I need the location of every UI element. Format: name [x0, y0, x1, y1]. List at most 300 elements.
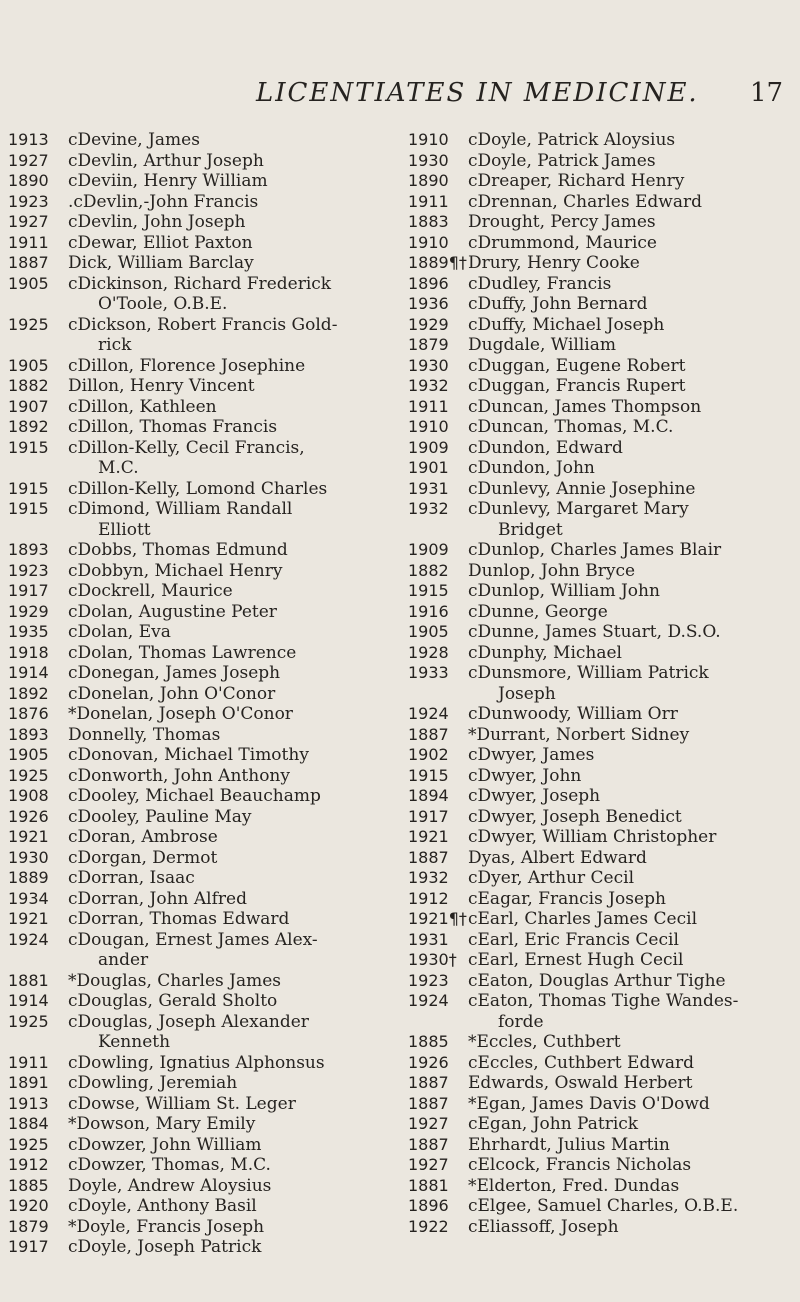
entry-year: 1882	[8, 376, 49, 395]
entry-name: *Donelan, Joseph O'Conor	[68, 704, 293, 724]
entry-name: cDobbyn, Michael Henry	[68, 560, 283, 581]
entry-year: 1915	[408, 581, 449, 600]
entry-name: cDooley, Michael Beauchamp	[68, 786, 321, 806]
register-entry	[8, 1237, 408, 1258]
entry-name: cDickinson, Richard Frederick	[68, 273, 332, 294]
register-entry	[8, 643, 408, 664]
entry-year: 1907	[8, 396, 49, 416]
entry-year: 1881	[408, 1175, 449, 1195]
entry-name: cEarl, Ernest Hugh Cecil	[468, 950, 684, 970]
entry-name: cDuggan, Eugene Robert	[468, 355, 686, 376]
entry-name: cDockrell, Maurice	[68, 581, 233, 601]
entry-year: 1890	[8, 171, 49, 190]
register-entry	[8, 1196, 408, 1217]
entry-name: cDunne, George	[468, 601, 608, 622]
entry-year: 1917	[8, 1237, 49, 1256]
entry-year: 1927	[408, 1155, 449, 1174]
register-entry	[408, 294, 800, 315]
entry-year: 1930	[408, 150, 449, 170]
register-entry	[408, 766, 800, 787]
entry-year: 1887	[8, 253, 49, 272]
entry-name: *Doyle, Francis Joseph	[68, 1216, 265, 1237]
entry-name: Dugdale, William	[468, 335, 616, 355]
entry-year: 1879	[408, 335, 449, 354]
entry-name: Edwards, Oswald Herbert	[468, 1073, 693, 1093]
register-entry	[408, 151, 800, 172]
entry-year: 1915	[408, 765, 449, 785]
register-entry	[8, 848, 408, 869]
entry-name: cDeviin, Henry William	[68, 171, 268, 191]
register-entry	[408, 192, 800, 213]
entry-name: cDrummond, Maurice	[468, 232, 657, 253]
entry-name: cDonelan, John O'Conor	[68, 683, 276, 704]
register-entry	[408, 1073, 800, 1094]
entry-year: 1916	[408, 601, 449, 621]
entry-year: 1915	[8, 478, 49, 498]
entry-year: 1932	[408, 376, 449, 395]
register-entry	[408, 253, 800, 274]
entry-year: 1913	[8, 1093, 49, 1113]
entry-name: cDwyer, Joseph Benedict	[468, 806, 682, 827]
register-entry	[8, 1176, 408, 1197]
register-entry	[408, 561, 800, 582]
entry-year: 1928	[408, 642, 449, 662]
register-entry	[8, 807, 408, 828]
entry-year: 1902	[408, 745, 449, 764]
entry-name: *Elderton, Fred. Dundas	[468, 1175, 680, 1196]
register-entry	[408, 930, 800, 951]
register-entry	[408, 479, 800, 500]
entry-year: 1910	[408, 130, 449, 149]
entry-year: 1915	[8, 437, 49, 457]
entry-year: 1908	[8, 786, 49, 805]
register-entry	[408, 1135, 800, 1156]
entry-name: cElgee, Samuel Charles, O.B.E.	[468, 1196, 739, 1216]
entry-name: cDyer, Arthur Cecil	[468, 868, 635, 888]
entry-year: 1911	[8, 1052, 49, 1072]
entry-name: Dunlop, John Bryce	[468, 560, 636, 581]
entry-year: 1932	[408, 499, 449, 518]
page-number: 17	[750, 78, 784, 108]
register-entry	[8, 417, 408, 438]
register-entry	[408, 663, 800, 684]
register-entry	[408, 725, 800, 746]
register-entry	[408, 950, 800, 971]
entry-name: cDunwoody, William Orr	[468, 704, 678, 724]
register-entry	[408, 622, 800, 643]
entry-continuation: rick	[98, 335, 132, 355]
entry-name: *Durrant, Norbert Sidney	[468, 724, 690, 745]
register-entry	[408, 848, 800, 869]
register-entry	[408, 130, 800, 151]
register-entry	[8, 315, 408, 336]
register-entry	[8, 889, 408, 910]
entry-name: cDundon, John	[468, 458, 595, 478]
entry-name: cDillon-Kelly, Cecil Francis,	[68, 437, 305, 458]
entry-year: 1885	[408, 1032, 449, 1051]
entry-name: cDowse, William St. Leger	[68, 1093, 296, 1114]
entry-year: 1917	[408, 806, 449, 826]
register-entry	[408, 274, 800, 295]
entry-year: 1901	[408, 458, 449, 477]
register-entry	[8, 171, 408, 192]
entry-year: 1924	[408, 991, 449, 1010]
entry-name: cEccles, Cuthbert Edward	[468, 1052, 695, 1073]
register-entry	[408, 1176, 800, 1197]
entry-name: cDwyer, Joseph	[468, 786, 601, 806]
register-entry	[408, 971, 800, 992]
entry-year: 1913	[8, 130, 49, 149]
entry-year: 1930	[408, 355, 449, 375]
entry-year: 1912	[408, 888, 449, 908]
entry-year: 1931	[408, 929, 449, 949]
entry-year: 1910	[408, 232, 449, 252]
register-entry	[8, 622, 408, 643]
entry-year: 1894	[408, 786, 449, 805]
entry-year: 1892	[8, 683, 49, 703]
entry-name: cDoyle, Anthony Basil	[68, 1196, 257, 1216]
register-entry	[8, 1094, 408, 1115]
entry-year: 1934	[8, 888, 49, 908]
entry-name: cDougan, Ernest James Alex-	[68, 929, 318, 950]
register-entry	[408, 581, 800, 602]
entry-year: 1887	[408, 724, 449, 744]
register-entry	[408, 171, 800, 192]
register-entry	[408, 704, 800, 725]
register-entry	[8, 1114, 408, 1135]
entry-name: cDundon, Edward	[468, 437, 623, 458]
entry-year: 1921	[8, 909, 49, 928]
entry-year: 1887	[408, 1093, 449, 1113]
entry-year: 1925	[8, 314, 49, 334]
entry-name: cDolan, Augustine Peter	[68, 601, 277, 622]
entry-name: cDuffy, Michael Joseph	[468, 314, 665, 335]
entry-year: 1905	[8, 273, 49, 293]
entry-name: .cDevlin,-John Francis	[68, 191, 259, 212]
entry-name: cDwyer, John	[468, 765, 582, 786]
entry-continuation: forde	[498, 1011, 544, 1032]
entry-name: cDooley, Pauline May	[68, 806, 252, 827]
entry-year: 1912	[8, 1155, 49, 1174]
entry-name: cDoran, Ambrose	[68, 827, 218, 847]
entry-name: cEgan, John Patrick	[468, 1114, 639, 1134]
register-entry	[8, 930, 408, 951]
right-column	[408, 130, 800, 1237]
entry-name: cDunsmore, William Patrick	[468, 663, 709, 683]
entry-name: cDolan, Thomas Lawrence	[68, 642, 297, 663]
entry-name: Dick, William Barclay	[68, 253, 254, 273]
entry-name: cDonegan, James Joseph	[68, 663, 281, 683]
register-entry	[8, 663, 408, 684]
entry-year: 1889¶†	[408, 253, 467, 272]
entry-year: 1884	[8, 1114, 49, 1133]
entry-year: 1925	[8, 1011, 49, 1031]
entry-year: 1927	[408, 1114, 449, 1133]
register-entry	[8, 479, 408, 500]
entry-year: 1887	[408, 847, 449, 867]
entry-year: 1922	[408, 1216, 449, 1236]
entry-name: cDillon, Florence Josephine	[68, 355, 306, 376]
register-entry	[408, 212, 800, 233]
entry-year: 1892	[8, 417, 49, 436]
entry-year: 1893	[8, 724, 49, 744]
entry-name: *Dowson, Mary Emily	[68, 1114, 256, 1134]
entry-name: Dillon, Henry Vincent	[68, 376, 255, 396]
register-entry	[408, 540, 800, 561]
entry-year: 1890	[408, 171, 449, 190]
entry-name: Doyle, Andrew Aloysius	[68, 1175, 272, 1196]
register-entry	[408, 1053, 800, 1074]
register-entry	[408, 991, 800, 1012]
register-entry	[8, 725, 408, 746]
entry-year: 1936	[408, 294, 449, 313]
entry-name: cDobbs, Thomas Edmund	[68, 540, 288, 560]
entry-year: 1923	[8, 560, 49, 580]
entry-year: 1891	[8, 1073, 49, 1092]
entry-name: Dyas, Albert Edward	[468, 847, 647, 868]
entry-name: cDevlin, Arthur Joseph	[68, 150, 264, 171]
register-entry	[408, 233, 800, 254]
entry-year: 1915	[8, 499, 49, 518]
register-entry	[408, 1155, 800, 1176]
entry-name: *Douglas, Charles James	[68, 970, 281, 991]
entry-year: 1917	[8, 581, 49, 600]
register-entry	[408, 889, 800, 910]
register-entry	[8, 540, 408, 561]
register-entry	[408, 643, 800, 664]
register-entry	[408, 499, 800, 520]
entry-name: cDudley, Francis	[468, 273, 612, 294]
entry-name: cDillon, Kathleen	[68, 396, 217, 417]
register-entry	[8, 1053, 408, 1074]
entry-name: cDuncan, James Thompson	[468, 396, 702, 417]
register-entry	[408, 376, 800, 397]
entry-name: cDoyle, Patrick Aloysius	[468, 130, 676, 150]
entry-year: 1882	[408, 560, 449, 580]
entry-year: 1924	[408, 704, 449, 723]
register-entry	[408, 315, 800, 336]
entry-year: 1926	[408, 1052, 449, 1072]
entry-name: cDowling, Jeremiah	[68, 1073, 238, 1093]
entry-year: 1893	[8, 540, 49, 559]
entry-year: 1887	[408, 1134, 449, 1154]
page-title: LICENTIATES IN MEDICINE.	[256, 78, 699, 108]
register-entry	[8, 766, 408, 787]
register-entry	[8, 1217, 408, 1238]
register-entry	[8, 704, 408, 725]
entry-name: Drury, Henry Cooke	[468, 253, 640, 273]
entry-name: cDunlevy, Annie Josephine	[468, 478, 696, 499]
register-entry	[408, 1032, 800, 1053]
register-entry	[8, 991, 408, 1012]
entry-name: cDimond, William Randall	[68, 499, 293, 519]
entry-name: cDowzer, John William	[68, 1134, 262, 1155]
register-entry	[408, 602, 800, 623]
register-entry	[408, 1196, 800, 1217]
entry-name: cDouglas, Gerald Sholto	[68, 991, 278, 1011]
register-entry	[8, 561, 408, 582]
entry-year: 1911	[408, 396, 449, 416]
entry-name: cDuggan, Francis Rupert	[468, 376, 686, 396]
entry-year: 1881	[8, 970, 49, 990]
register-entry	[8, 212, 408, 233]
register-entry	[8, 233, 408, 254]
register-entry	[408, 356, 800, 377]
entry-year: 1896	[408, 1196, 449, 1215]
register-entry	[408, 827, 800, 848]
entry-year: 1926	[8, 806, 49, 826]
register-entry	[8, 192, 408, 213]
entry-year: 1905	[408, 622, 449, 641]
register-entry	[8, 438, 408, 459]
entry-name: cDwyer, James	[468, 745, 595, 765]
entry-name: cDreaper, Richard Henry	[468, 171, 685, 191]
register-entry	[408, 1114, 800, 1135]
entry-year: 1924	[8, 929, 49, 949]
entry-year: 1889	[8, 868, 49, 887]
entry-name: cDickson, Robert Francis Gold-	[68, 314, 338, 335]
entry-name: cEliassoff, Joseph	[468, 1216, 619, 1237]
register-entry	[408, 807, 800, 828]
entry-name: cDunlevy, Margaret Mary	[468, 499, 689, 519]
entry-continuation: Kenneth	[98, 1032, 171, 1052]
register-entry	[8, 376, 408, 397]
page-header	[0, 78, 800, 108]
register-entry	[8, 868, 408, 889]
register-entry	[8, 745, 408, 766]
entry-name: cDewar, Elliot Paxton	[68, 232, 253, 253]
entry-year: 1876	[8, 704, 49, 723]
entry-name: cDowling, Ignatius Alphonsus	[68, 1052, 325, 1073]
entry-name: cDonworth, John Anthony	[68, 765, 290, 786]
entry-year: 1929	[408, 314, 449, 334]
register-entry	[8, 1155, 408, 1176]
register-entry	[8, 1135, 408, 1156]
entry-year: 1909	[408, 437, 449, 457]
entry-name: Drought, Percy James	[468, 212, 656, 232]
left-column	[8, 130, 408, 1258]
register-entry	[8, 786, 408, 807]
entry-name: *Eccles, Cuthbert	[468, 1032, 621, 1052]
entry-name: cDunlop, Charles James Blair	[468, 540, 722, 560]
entry-name: cDorran, Isaac	[68, 868, 195, 888]
entry-year: 1931	[408, 478, 449, 498]
register-entry	[408, 909, 800, 930]
entry-year: 1896	[408, 273, 449, 293]
entry-name: cDuncan, Thomas, M.C.	[468, 417, 674, 437]
register-entry	[8, 909, 408, 930]
register-entry	[8, 499, 408, 520]
entry-name: cEaton, Douglas Arthur Tighe	[468, 970, 726, 991]
register-entry	[408, 745, 800, 766]
register-entry	[8, 1073, 408, 1094]
entry-name: cDevlin, John Joseph	[68, 212, 246, 232]
entry-name: cDonovan, Michael Timothy	[68, 745, 309, 765]
entry-year: 1885	[8, 1175, 49, 1195]
entry-name: cDoyle, Joseph Patrick	[68, 1237, 262, 1257]
entry-year: 1927	[8, 150, 49, 170]
entry-name: cDwyer, William Christopher	[468, 827, 717, 847]
entry-continuation: O'Toole, O.B.E.	[98, 294, 228, 314]
entry-year: 1923	[8, 191, 49, 211]
register-entry	[8, 253, 408, 274]
entry-name: *Egan, James Davis O'Dowd	[468, 1093, 710, 1114]
entry-year: 1925	[8, 1134, 49, 1154]
entry-name: cElcock, Francis Nicholas	[468, 1155, 692, 1175]
entry-continuation: Elliott	[98, 519, 151, 540]
entry-year: 1911	[8, 232, 49, 252]
entry-name: cDowzer, Thomas, M.C.	[68, 1155, 271, 1175]
entry-year: 1879	[8, 1216, 49, 1236]
entry-name: cDorgan, Dermot	[68, 847, 218, 868]
entry-year: 1927	[8, 212, 49, 231]
entry-year: 1930†	[408, 950, 457, 969]
entry-name: cDoyle, Patrick James	[468, 150, 656, 171]
entry-year: 1914	[8, 991, 49, 1010]
entry-name: Ehrhardt, Julius Martin	[468, 1134, 670, 1155]
entry-name: cDorran, Thomas Edward	[68, 909, 290, 929]
register-entry	[8, 130, 408, 151]
register-entry	[408, 786, 800, 807]
entry-name: cDuffy, John Bernard	[468, 294, 648, 314]
register-entry	[8, 684, 408, 705]
entry-name: cDorran, John Alfred	[68, 888, 247, 909]
register-entry	[408, 335, 800, 356]
register-entry	[8, 602, 408, 623]
entry-year: 1925	[8, 765, 49, 785]
entry-year: 1932	[408, 868, 449, 887]
entry-year: 1933	[408, 663, 449, 682]
entry-name: cEaton, Thomas Tighe Wandes-	[468, 991, 739, 1011]
register-entry	[8, 274, 408, 295]
entry-year: 1920	[8, 1196, 49, 1215]
entry-year: 1921	[408, 827, 449, 846]
entry-year: 1905	[8, 745, 49, 764]
register-entry	[408, 1094, 800, 1115]
register-entry	[8, 397, 408, 418]
register-entry	[8, 151, 408, 172]
entry-name: cEarl, Charles James Cecil	[468, 909, 698, 929]
entry-year: 1923	[408, 970, 449, 990]
entry-name: cDunne, James Stuart, D.S.O.	[468, 622, 721, 642]
register-entry	[8, 971, 408, 992]
entry-name: Donnelly, Thomas	[68, 724, 221, 745]
entry-year: 1910	[408, 417, 449, 436]
entry-name: cDevine, James	[68, 130, 200, 150]
entry-name: cDrennan, Charles Edward	[468, 191, 702, 212]
entry-name: cDillon, Thomas Francis	[68, 417, 278, 437]
entry-year: 1929	[8, 601, 49, 621]
register-entry	[408, 1217, 800, 1238]
entry-continuation: ander	[98, 950, 149, 970]
entry-year: 1918	[8, 642, 49, 662]
entry-year: 1911	[408, 191, 449, 211]
register-entry	[408, 417, 800, 438]
entry-continuation: Joseph	[498, 683, 556, 704]
entry-name: cDolan, Eva	[68, 622, 171, 642]
register-entry	[8, 1012, 408, 1033]
register-entry	[8, 356, 408, 377]
entry-continuation: M.C.	[98, 458, 139, 478]
entry-name: cEarl, Eric Francis Cecil	[468, 929, 679, 950]
entry-year: 1914	[8, 663, 49, 682]
register-entry	[408, 868, 800, 889]
register-entry	[408, 458, 800, 479]
entry-year: 1935	[8, 622, 49, 641]
register-entry	[8, 581, 408, 602]
entry-name: cDouglas, Joseph Alexander	[68, 1011, 309, 1032]
entry-year: 1930	[8, 847, 49, 867]
